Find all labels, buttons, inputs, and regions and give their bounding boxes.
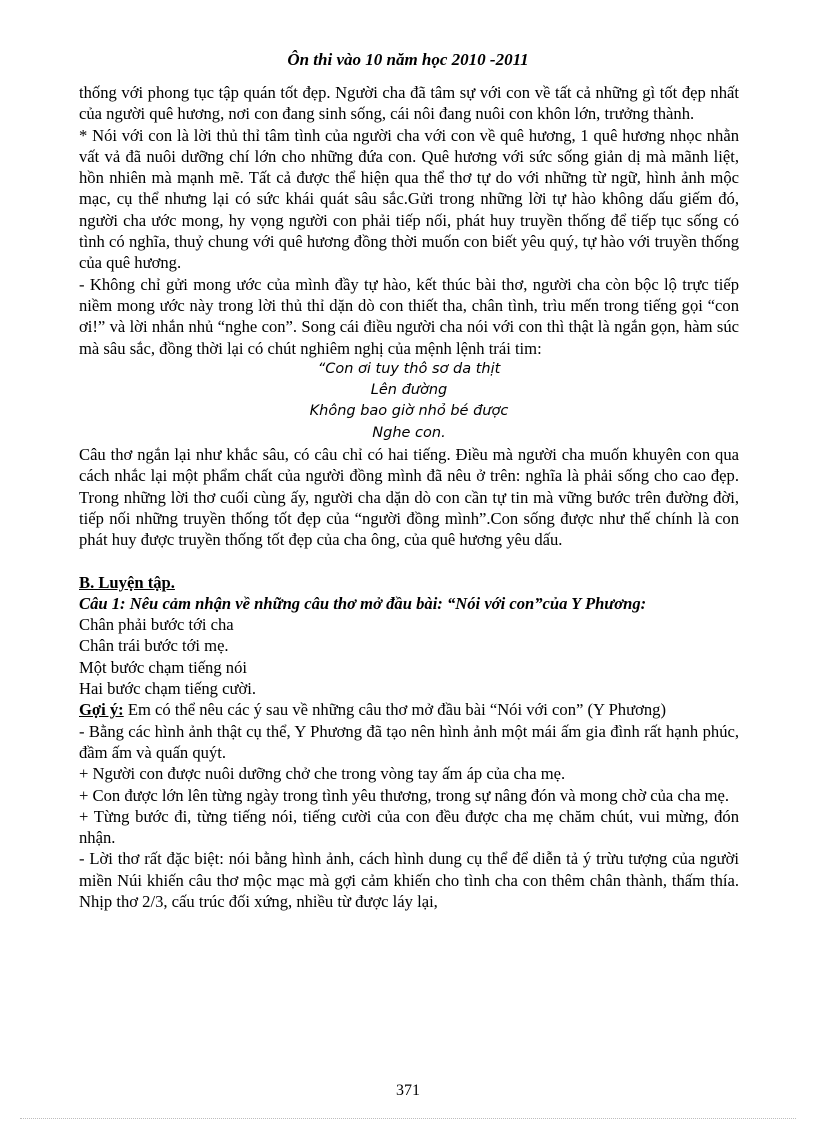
point-item: - Lời thơ rất đặc biệt: nói bằng hình ảnh, cách hình dung cụ thể để diễn tả ý trừu tượng của người miền Núi khiến câu thơ mộc mạc mà gợi cảm khiến cho tình cha con thêm chân thành, thấm thía. Nhịp thơ 2/3, cấu trúc đối xứng, nhiều từ được láy lại,	[79, 849, 739, 911]
hint-label: Gợi ý:	[79, 700, 124, 720]
poem-line: Lên đường	[370, 382, 448, 399]
hint-paragraph	[79, 699, 739, 720]
page-number: 371	[396, 1082, 420, 1099]
spacer	[79, 551, 739, 572]
poem-line: Nghe con.	[372, 424, 446, 441]
poem-quote	[79, 359, 739, 444]
section-title: B. Luyện tập.	[79, 572, 175, 592]
poem-line: “Con ơi tuy thô sơ da thịt	[317, 360, 501, 377]
point-item: - Bằng các hình ảnh thật cụ thể, Y Phương đã tạo nên hình ảnh một mái ấm gia đình rất hạnh phúc, đầm ấm và quấn quýt.	[79, 721, 739, 762]
paragraph: * Nói với con là lời thủ thỉ tâm tình của người cha với con về quê hương, 1 quê hương nhọc nhằn vất vả đã nuôi dưỡng chí lớn cho những đứa con. Quê hương với sức sống giản dị mà mãnh liệt, hồn nhiên mà mạnh mẽ. Tất cả được thể hiện qua thể thơ tự do với những từ ngữ, hình ảnh mộc mạc, cụ thể nhưng lại có sức khái quát sâu sắc.Gửi trong những lời tự hào không dấu giếm đó, người cha ước mong, hy vọng người con phải tiếp nối, phát huy truyền thống để tiếp tục sống có tình có nghĩa, thuỷ chung với quê hương đồng thời muốn con biết yêu quý, tự hào với truyền thống của quê hương.	[79, 125, 739, 273]
paragraph: - Không chỉ gửi mong ước của mình đầy tự hào, kết thúc bài thơ, người cha còn bộc lộ trực tiếp niềm mong ước này trong lời thủ thỉ dặn dò con thiết tha, chân tình, trìu mến trong tiếng gọi “con ơi!” và lời nhắn nhủ “nghe con”. Song cái điều người cha nói với con thì thật là ngắn gọn, hàm súc mà sâu sắc, đồng thời lại có chút nghiêm nghị của mệnh lệnh trái tim:	[79, 274, 739, 358]
point-item: + Người con được nuôi dưỡng chở che trong vòng tay ấm áp của cha mẹ.	[79, 764, 566, 784]
point-item: + Con được lớn lên từng ngày trong tình yêu thương, trong sự nâng đón và mong chờ của cha mẹ.	[79, 785, 730, 805]
paragraph: Câu thơ ngắn lại như khắc sâu, có câu chỉ có hai tiếng. Điều mà người cha muốn khuyên con qua cách nhắc lại một phẩm chất của người đồng mình đã nêu ở trên: nghĩa là phải sống cho cao đẹp. Trong những lời thơ cuối cùng ấy, người cha dặn dò con cần tự tin mà vững bước trên đường đời, tiếp nối những truyền thống tốt đẹp của “người đồng mình”.Con sống được như thế chính là con phát huy được truyền thống tốt đẹp của cha ông, của quê hương yêu dấu.	[79, 445, 739, 550]
verse-line: Một bước chạm tiếng nói	[79, 657, 248, 677]
hint-text: Em có thể nêu các ý sau về những câu thơ mở đầu bài “Nói với con” (Y Phương)	[123, 700, 666, 720]
verse-line: Hai bước chạm tiếng cười.	[79, 679, 256, 699]
document-body	[79, 82, 739, 912]
question-title: Câu 1: Nêu cảm nhận về những câu thơ mở đầu bài: “Nói với con”của Y Phương:	[79, 593, 647, 613]
page-header: Ôn thi vào 10 năm học 2010 -2011	[287, 50, 529, 69]
page-boundary-line	[20, 1118, 796, 1119]
paragraph: thống với phong tục tập quán tốt đẹp. Người cha đã tâm sự với con về tất cả những gì tốt đẹp nhất của người quê hương, nơi con đang sinh sống, cái nôi đang nuôi con khôn lớn, trưởng thành.	[79, 83, 739, 124]
verse-line: Chân phải bước tới cha	[79, 615, 234, 635]
poem-line: Không bao giờ nhỏ bé được	[309, 403, 509, 420]
verse-line: Chân trái bước tới mẹ.	[79, 636, 229, 656]
point-item: + Từng bước đi, từng tiếng nói, tiếng cười của con đều được cha mẹ chăm chút, vui mừng, đón nhận.	[79, 806, 739, 848]
